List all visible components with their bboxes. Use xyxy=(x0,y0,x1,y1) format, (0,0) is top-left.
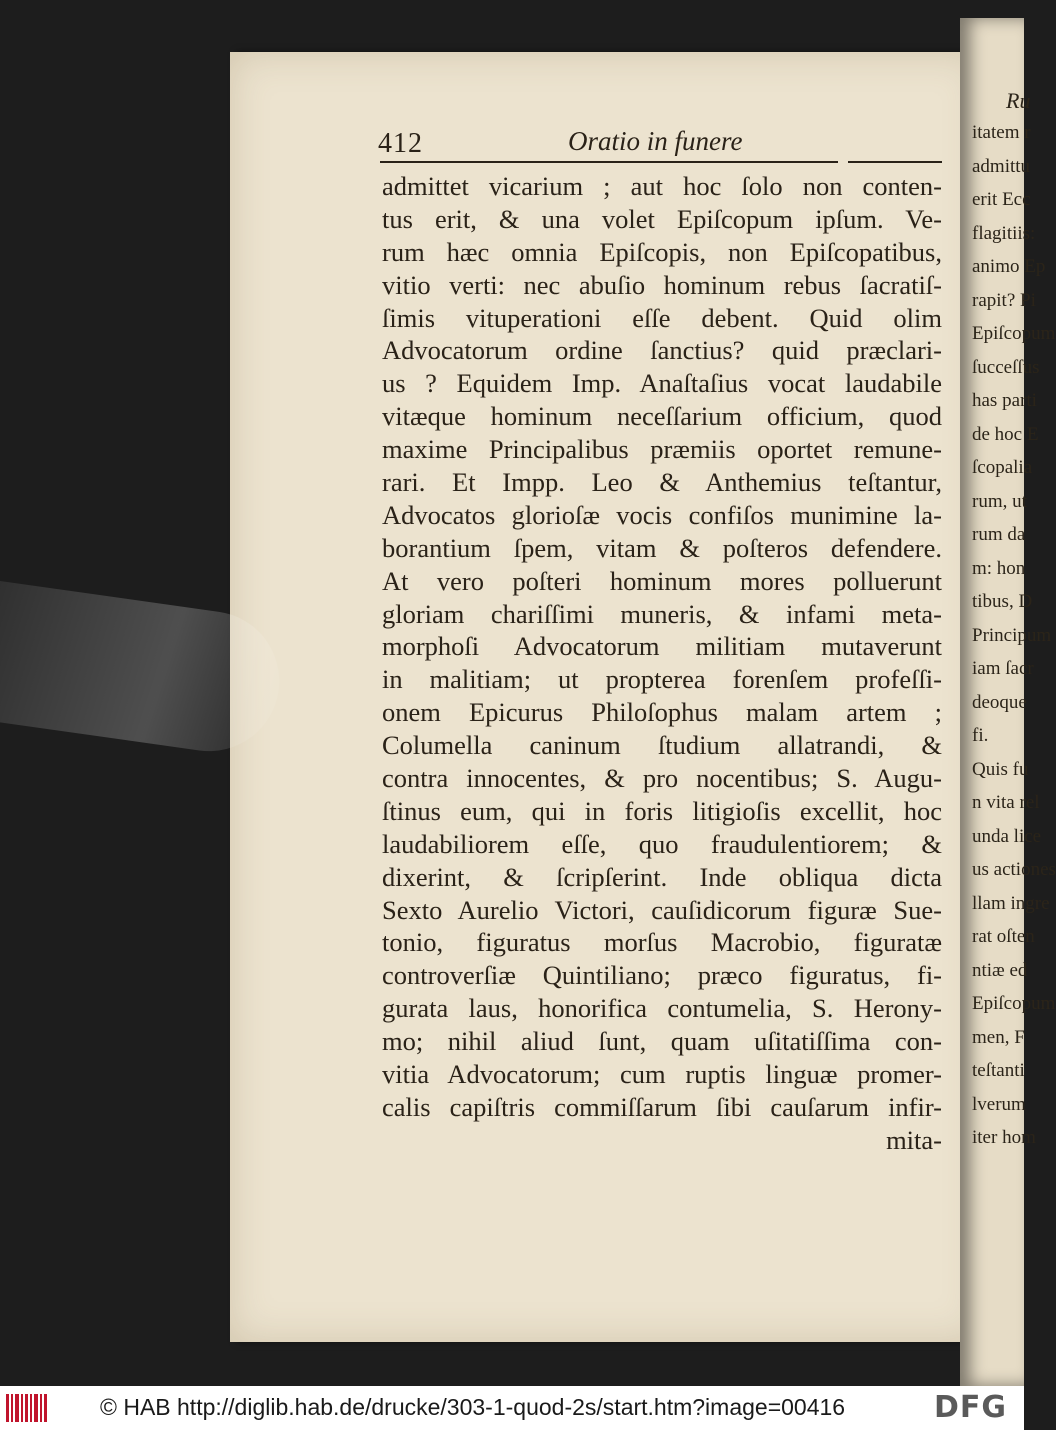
text-line: rum hæc omnia Epiſcopis, non Epiſcopatibus, xyxy=(382,236,942,267)
header-rule xyxy=(380,161,838,163)
text-line: vitia Advocatorum; cum ruptis linguæ promer- xyxy=(382,1059,942,1090)
facing-text-line: rum, ut xyxy=(972,490,1027,512)
footer-bar xyxy=(0,1386,1024,1430)
facing-text-line: has parti xyxy=(972,390,1037,411)
facing-text-line: men, F xyxy=(972,1026,1025,1048)
facing-text-line: us actiones xyxy=(972,859,1056,880)
facing-text-line: erit Ecc xyxy=(972,189,1031,210)
facing-text-line: animo Ep xyxy=(972,256,1046,277)
text-line: ſtinus eum, qui in foris litigioſis excellit, hoc xyxy=(382,795,942,826)
text-line: in malitiam; ut propterea forenſem profeſſi- xyxy=(382,664,942,695)
text-line: rari. Et Impp. Leo & Anthemius teſtantur, xyxy=(382,467,942,498)
facing-text-line: Epiſcopum xyxy=(972,993,1056,1014)
facing-text-line: ntiæ ed xyxy=(972,959,1028,981)
text-line: mo; nihil aliud ſunt, quam uſitatiſſima con- xyxy=(382,1026,942,1057)
text-line: admittet vicarium ; aut hoc ſolo non conten- xyxy=(382,171,942,201)
facing-page-text xyxy=(960,116,1056,1155)
text-line: calis capiſtris commiſſarum ſibi cauſarum infir- xyxy=(382,1091,942,1122)
text-line: vitio verti: nec abuſio hominum rebus ſacratiſ- xyxy=(382,269,942,300)
facing-text-line: rum da xyxy=(972,524,1026,545)
facing-text-line: rapit? Pi xyxy=(972,289,1036,311)
text-line: tonio, figuratus morſus Macrobio, figuratæ xyxy=(382,927,942,958)
text-line: Advocatorum ordine ſanctius? quid præclari- xyxy=(382,335,942,366)
facing-text-line: teſtanti xyxy=(972,1060,1025,1081)
body-text xyxy=(382,170,942,1157)
facing-text-line: fi. xyxy=(972,725,989,746)
facing-page xyxy=(960,18,1056,1386)
text-line: vitæque hominum neceſſarium officium, quod xyxy=(382,401,942,432)
citation-link[interactable]: © HAB http://diglib.hab.de/drucke/303-1-quod-2s/start.htm?image=00416 xyxy=(100,1394,846,1420)
text-line: ſimis vituperationi eſſe debent. Quid olim xyxy=(382,302,942,333)
catchword: mita- xyxy=(886,1124,942,1155)
text-line: dixerint, & ſcripſerint. Inde obliqua dicta xyxy=(382,861,942,892)
text-line: gloriam chariſſimi muneris, & infami meta- xyxy=(382,598,942,629)
text-line: borantium ſpem, vitam & poſteros defendere. xyxy=(382,532,942,563)
text-line: At vero poſteri hominum mores polluerunt xyxy=(382,565,942,596)
facing-text-line: flagitiis: xyxy=(972,222,1036,244)
facing-text-line: ſcopalia xyxy=(972,457,1033,478)
facing-text-line: Principum xyxy=(972,624,1052,646)
facing-page-header: Ru xyxy=(1006,88,1031,113)
text-line: Sexto Aurelio Victori, cauſidicorum figuræ Sue- xyxy=(382,894,942,925)
dfg-logo: DFG xyxy=(934,1390,1008,1425)
text-line: controverſiæ Quintiliano; præco figuratus, fi- xyxy=(382,960,942,991)
text-line: Columella caninum ſtudium allatrandi, & xyxy=(382,730,942,761)
barcode-icon xyxy=(6,1392,50,1424)
facing-text-line: llam ingre xyxy=(972,892,1050,914)
facing-text-line: itatem r xyxy=(972,122,1031,143)
facing-text-line: tibus, D xyxy=(972,591,1033,612)
facing-text-line: n vita rel xyxy=(972,792,1040,813)
facing-text-line: ſucceſſus xyxy=(972,356,1040,378)
header-rule xyxy=(848,161,942,163)
facing-text-line: unda lice xyxy=(972,825,1042,847)
facing-text-line: iter hom xyxy=(972,1127,1036,1148)
facing-text-line: Quis fu xyxy=(972,758,1029,780)
text-line: maxime Principalibus præmiis oportet remune- xyxy=(382,434,942,465)
text-line: us ? Equidem Imp. Anaſtaſius vocat laudabile xyxy=(382,368,942,399)
facing-text-line: admittu xyxy=(972,155,1031,177)
text-line: tus erit, & una volet Epiſcopum ipſum. Ve- xyxy=(382,203,942,234)
text-line: onem Epicurus Philoſophus malam artem ; xyxy=(382,697,942,728)
text-line: morphoſi Advocatorum militiam mutaverunt xyxy=(382,631,942,662)
facing-text-line: rat oſten xyxy=(972,926,1035,947)
facing-text-line: lverum xyxy=(972,1093,1026,1115)
text-line: Advocatos glorioſæ vocis confiſos munimine la- xyxy=(382,499,942,530)
running-head: Oratio in funere xyxy=(568,126,743,156)
facing-text-line: m: hon xyxy=(972,557,1026,579)
text-line: gurata laus, honorifica contumelia, S. Herony- xyxy=(382,993,942,1024)
facing-text-line: iam ſacr xyxy=(972,658,1034,679)
facing-text-line: Epiſcopum xyxy=(972,323,1056,344)
page-number: 412 xyxy=(378,128,423,159)
facing-text-line: deoque xyxy=(972,691,1027,713)
text-line: laudabiliorem eſſe, quo fraudulentiorem; & xyxy=(382,828,942,859)
text-line: contra innocentes, & pro nocentibus; S. Augu- xyxy=(382,763,942,794)
facing-text-line: de hoc E xyxy=(972,423,1039,445)
